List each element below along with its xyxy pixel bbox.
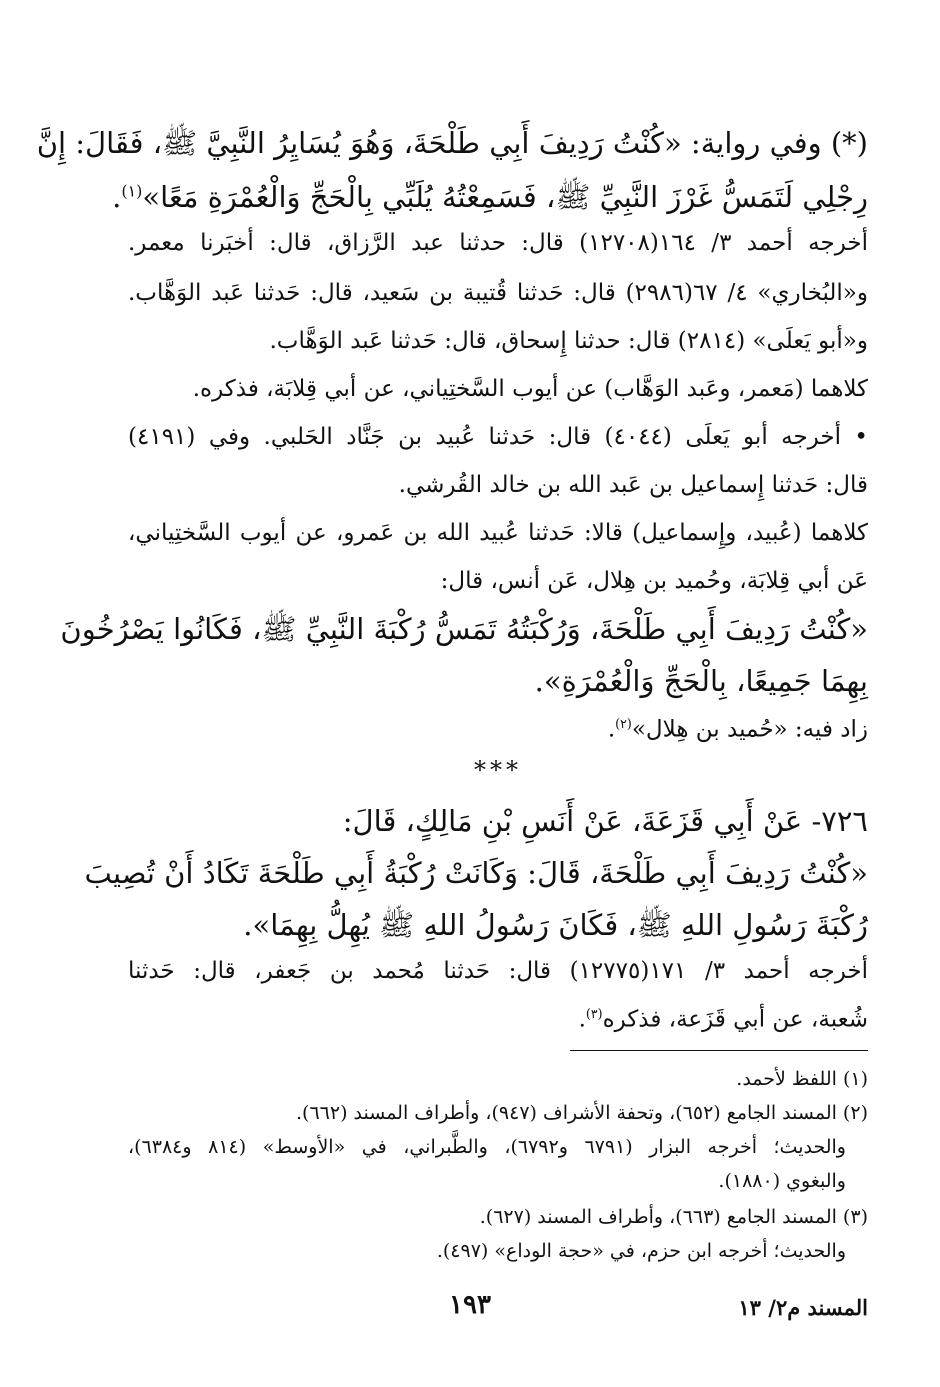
fn-3: (٣) المسند الجامع (٦٦٣)، وأطراف المسند (٦٢٧).	[479, 1206, 868, 1228]
hadith-text-1: (*) وفي رواية: «كُنْتُ رَدِيفَ أَبِي طَلْحَةَ، وَهُوَ يُسَايِرُ النَّبِيَّ ﷺ، فَقَالَ: إِنَّ	[36, 126, 868, 160]
takhrij-8: عَن أبي قِلابَة، وحُميد بن هِلال، عَن أنس، قال:	[440, 568, 868, 594]
footnote-divider	[570, 1050, 868, 1051]
fn-2-cont-1: والحديث؛ أخرجه البزار (٦٧٩١ و٦٧٩٢)، والطَّبراني، في «الأوسط» (٨١٤ و٦٣٨٤)،	[128, 1136, 846, 1158]
footnote-ref: (٣)	[585, 1006, 603, 1021]
page-number: ١٩٣	[449, 1290, 491, 1320]
fn-3-cont: والحديث؛ أخرجه ابن حزم، في «حجة الوداع» (٤٩٧).	[436, 1240, 846, 1262]
fn-2: (٢) المسند الجامع (٦٥٢)، وتحفة الأشراف (٩٤٧)، وأطراف المسند (٦٦٢).	[296, 1102, 868, 1124]
takhrij-7: كلاهما (عُبيد، وإِسماعيل) قالا: حَدثنا عُبيد الله بن عَمرو، عن أيوب السَّختِياني،	[128, 520, 868, 546]
ziyada: زاد فيه: «حُميد بن هِلال»$^{(٢)}$.	[607, 716, 868, 743]
takhrij-726-1: أخرجه أحمد ٣/ ١٧١(١٢٧٧٥) قال: حَدثنا مُحمد بن جَعفر، قال: حَدثنا	[128, 958, 868, 984]
hadith-text-2: رِجْلِي لَتَمَسُّ غَرْزَ النَّبِيِّ ﷺ، فَسَمِعْتُهُ يُلَبِّي بِالْحَجِّ وَالْعُمْرَةِ مَعًا»$^{(١)}$.	[112, 180, 868, 214]
section-separator: ***	[474, 756, 522, 784]
hadith-726-head: ٧٢٦- عَنْ أَبِي قَزَعَةَ، عَنْ أَنَسِ بْنِ مَالِكٍ، قَالَ:	[342, 804, 868, 838]
fn-2-cont-2: والبغوي (١٨٨٠).	[718, 1170, 846, 1192]
takhrij-3: و«أبو يَعلَى» (٢٨١٤) قال: حدثنا إِسحاق، قال: حَدثنا عَبد الوَهَّاب.	[269, 328, 868, 354]
hadith-text-4: بِهِمَا جَمِيعًا، بِالْحَجِّ وَالْعُمْرَةِ».	[534, 664, 868, 698]
hadith-726-text-2: رُكْبَةَ رَسُولِ اللهِ ﷺ، فَكَانَ رَسُولُ اللهِ ﷺ يُهِلُّ بِهِمَا».	[243, 908, 868, 942]
takhrij-1: أخرجه أحمد ٣/ ١٦٤(١٢٧٠٨) قال: حدثنا عبد الرَّزاق، قال: أخبَرنا معمر.	[128, 230, 868, 256]
footnote-ref: (٢)	[615, 716, 632, 731]
takhrij-2: و«البُخاري» ٤/ ٦٧(٢٩٨٦) قال: حَدثنا قُتيبة بن سَعيد، قال: حَدثنا عَبد الوَهَّاب.	[128, 280, 868, 306]
takhrij-5: • أخرجه أبو يَعلَى (٤٠٤٤) قال: حَدثنا عُبيد بن جَنَّاد الحَلبي. وفي (٤١٩١)	[128, 424, 868, 450]
hadith-text-3: «كُنْتُ رَدِيفَ أَبِي طَلْحَةَ، وَرُكْبَتُهُ تَمَسُّ رُكْبَةَ النَّبِيِّ ﷺ، فَكَانُوا يَصْرُخُونَ	[60, 612, 868, 646]
takhrij-4: كلاهما (مَعمر، وعَبد الوَهَّاب) عن أيوب السَّختِياني، عن أبي قِلابَة، فذكره.	[192, 376, 868, 402]
signature-mark: المسند م٢/ ١٣	[738, 1295, 868, 1320]
takhrij-726-2: شُعبة، عن أبي قَزَعة، فذكره$^{(٣)}$.	[578, 1006, 868, 1033]
takhrij-6: قال: حَدثنا إِسماعيل بن عَبد الله بن خالد القُرشي.	[398, 472, 868, 498]
hadith-726-text-1: «كُنْتُ رَدِيفَ أَبِي طَلْحَةَ، قَالَ: وَكَانَتْ رُكْبَةُ أَبِي طَلْحَةَ تَكَادُ أَنْ تُصِيبَ	[84, 856, 868, 890]
footnote-ref: (١)	[121, 181, 143, 201]
fn-1: (١) اللفظ لأحمد.	[736, 1068, 868, 1090]
